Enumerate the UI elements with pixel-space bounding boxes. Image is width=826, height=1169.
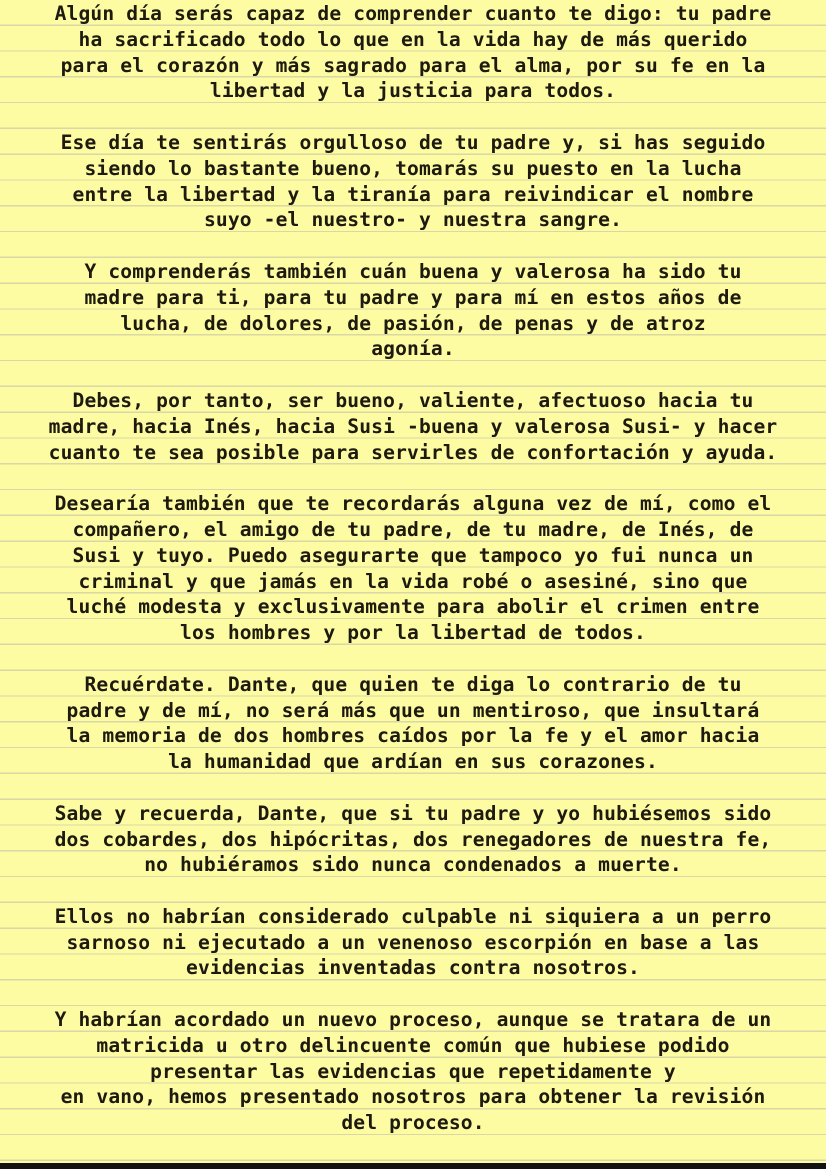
- text-line: criminal y que jamás en la vida robé o asesiné, sino que: [78, 569, 748, 593]
- text-line: la memoria de dos hombres caídos por la fe y el amor hacia: [66, 724, 760, 748]
- paragraph-2: [0, 130, 826, 233]
- text-line: para el corazón y más sagrado para el alma, por su fe en la: [60, 53, 766, 77]
- text-line: madre para ti, para tu padre y para mí en estos años de: [84, 285, 742, 309]
- text-line: no hubiéramos sido nunca condenados a muerte.: [144, 853, 682, 877]
- text-line: Debes, por tanto, ser bueno, valiente, afectuoso hacia tu: [72, 388, 754, 412]
- bottom-border: [0, 1163, 826, 1169]
- paragraph-4: [0, 388, 826, 465]
- text-line: siendo lo bastante bueno, tomarás su puesto en la lucha: [84, 156, 742, 180]
- paragraph-9: [0, 1007, 826, 1136]
- text-line: suyo -el nuestro- y nuestra sangre.: [203, 208, 623, 232]
- text-line: sarnoso ni ejecutado a un venenoso escorpión en base a las: [66, 930, 760, 954]
- text-line: los hombres y por la libertad de todos.: [180, 621, 646, 645]
- text-line: lucha, de dolores, de pasión, de penas y de atroz: [120, 311, 706, 335]
- text-line: del proceso.: [341, 1111, 485, 1135]
- text-line: luché modesta y exclusivamente para abolir el crimen entre: [66, 595, 760, 619]
- text-line: evidencias inventadas contra nosotros.: [186, 956, 640, 980]
- paragraph-7: [0, 801, 826, 878]
- paragraph-3: [0, 259, 826, 362]
- paragraph-6: [0, 672, 826, 775]
- text-line: matricida u otro delincuente común que hubiese podido: [96, 1033, 730, 1057]
- text-line: Ese día te sentirás orgulloso de tu padre y, si has seguido: [60, 130, 766, 154]
- text-line: en vano, hemos presentado nosotros para obtener la revisión: [60, 1085, 766, 1109]
- text-line: Y comprenderás también cuán buena y valerosa ha sido tu: [84, 259, 742, 283]
- text-line: presentar las evidencias que repetidamente y: [150, 1059, 676, 1083]
- text-line: cuanto te sea posible para servirles de confortación y ayuda.: [48, 440, 778, 464]
- text-line: madre, hacia Inés, hacia Susi -buena y valerosa Susi- y hacer: [48, 414, 778, 438]
- text-line: ha sacrificado todo lo que en la vida hay de más querido: [78, 27, 748, 51]
- paragraph-1: [0, 1, 826, 104]
- text-line: Desearía también que te recordarás alguna vez de mí, como el: [54, 492, 772, 516]
- text-line: dos cobardes, dos hipócritas, dos renegadores de nuestra fe,: [54, 827, 772, 851]
- text-line: padre y de mí, no será más que un mentiroso, que insultará: [66, 698, 760, 722]
- text-line: compañero, el amigo de tu padre, de tu madre, de Inés, de: [72, 517, 754, 541]
- text-line: Algún día serás capaz de comprender cuanto te digo: tu padre: [54, 2, 772, 25]
- text-line: libertad y la justicia para todos.: [209, 79, 617, 103]
- text-line: Recuérdate. Dante, que quien te diga lo contrario de tu: [84, 672, 742, 696]
- paragraph-5: [0, 491, 826, 646]
- text-line: Y habrían acordado un nuevo proceso, aunque se tratara de un: [54, 1008, 772, 1032]
- text-line: agonía.: [371, 337, 455, 361]
- text-line: Susi y tuyo. Puedo asegurarte que tampoco yo fui nunca un: [72, 543, 754, 567]
- text-line: entre la libertad y la tiranía para reivindicar el nombre: [72, 182, 754, 206]
- text-line: Ellos no habrían considerado culpable ni siquiera a un perro: [54, 904, 772, 928]
- paragraph-8: [0, 904, 826, 981]
- text-line: Sabe y recuerda, Dante, que si tu padre y yo hubiésemos sido: [54, 801, 772, 825]
- text-line: la humanidad que ardían en sus corazones.: [168, 750, 658, 774]
